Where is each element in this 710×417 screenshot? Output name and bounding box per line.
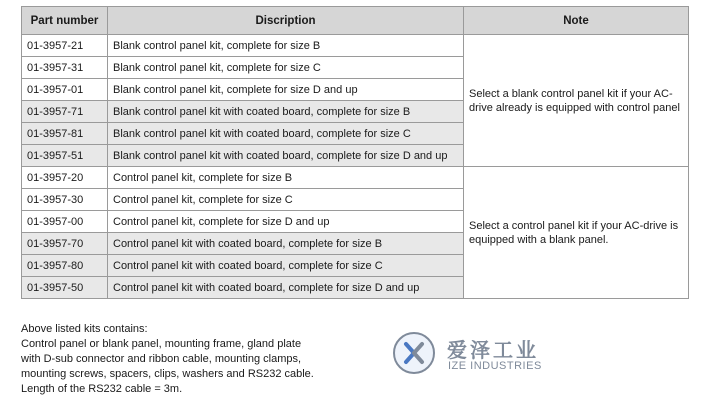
part-number-cell: 01-3957-30 [22, 189, 108, 211]
logo-english-text: IZE INDUSTRIES [448, 360, 542, 372]
parts-table [21, 6, 689, 299]
description-cell: Control panel kit, complete for size C [108, 189, 464, 211]
part-number-cell: 01-3957-31 [22, 57, 108, 79]
footnote-line: with D-sub connector and ribbon cable, mounting clamps, [21, 353, 302, 365]
description-cell: Blank control panel kit, complete for size B [108, 35, 464, 57]
description-cell: Control panel kit, complete for size B [108, 167, 464, 189]
ize-industries-logo [392, 331, 592, 381]
note-cell-control-kits: Select a control panel kit if your AC-drive is equipped with a blank panel. [464, 167, 689, 299]
note-cell-blank-kits: Select a blank control panel kit if your AC-drive already is equipped with control panel [464, 35, 689, 167]
footnote-line: mounting screws, spacers, clips, washers and RS232 cable. [21, 368, 314, 380]
logo-chinese-text: 爱泽工业 [447, 338, 539, 362]
part-number-cell: 01-3957-80 [22, 255, 108, 277]
description-cell: Blank control panel kit with coated board, complete for size C [108, 123, 464, 145]
description-cell: Blank control panel kit, complete for size D and up [108, 79, 464, 101]
description-cell: Blank control panel kit, complete for size C [108, 57, 464, 79]
part-number-cell: 01-3957-81 [22, 123, 108, 145]
kit-contents-note [21, 322, 351, 397]
part-number-cell: 01-3957-21 [22, 35, 108, 57]
part-number-cell: 01-3957-70 [22, 233, 108, 255]
footnote-line: Above listed kits contains: [21, 323, 148, 335]
part-number-cell: 01-3957-00 [22, 211, 108, 233]
table-row [22, 35, 689, 57]
footnote-line: Length of the RS232 cable = 3m. [21, 383, 183, 395]
part-number-cell: 01-3957-50 [22, 277, 108, 299]
table-row [22, 167, 689, 189]
part-number-cell: 01-3957-51 [22, 145, 108, 167]
footnote-line: Control panel or blank panel, mounting frame, gland plate [21, 338, 302, 350]
part-number-cell: 01-3957-20 [22, 167, 108, 189]
part-number-cell: 01-3957-71 [22, 101, 108, 123]
header-note: Note [464, 7, 689, 35]
description-cell: Control panel kit with coated board, complete for size C [108, 255, 464, 277]
description-cell: Control panel kit with coated board, complete for size D and up [108, 277, 464, 299]
ize-logo-icon [392, 331, 436, 375]
description-cell: Control panel kit, complete for size D and up [108, 211, 464, 233]
part-number-cell: 01-3957-01 [22, 79, 108, 101]
header-part-number: Part number [22, 7, 108, 35]
description-cell: Blank control panel kit with coated board, complete for size D and up [108, 145, 464, 167]
description-cell: Blank control panel kit with coated board, complete for size B [108, 101, 464, 123]
table-header-row [22, 7, 689, 35]
header-description: Discription [108, 7, 464, 35]
description-cell: Control panel kit with coated board, complete for size B [108, 233, 464, 255]
